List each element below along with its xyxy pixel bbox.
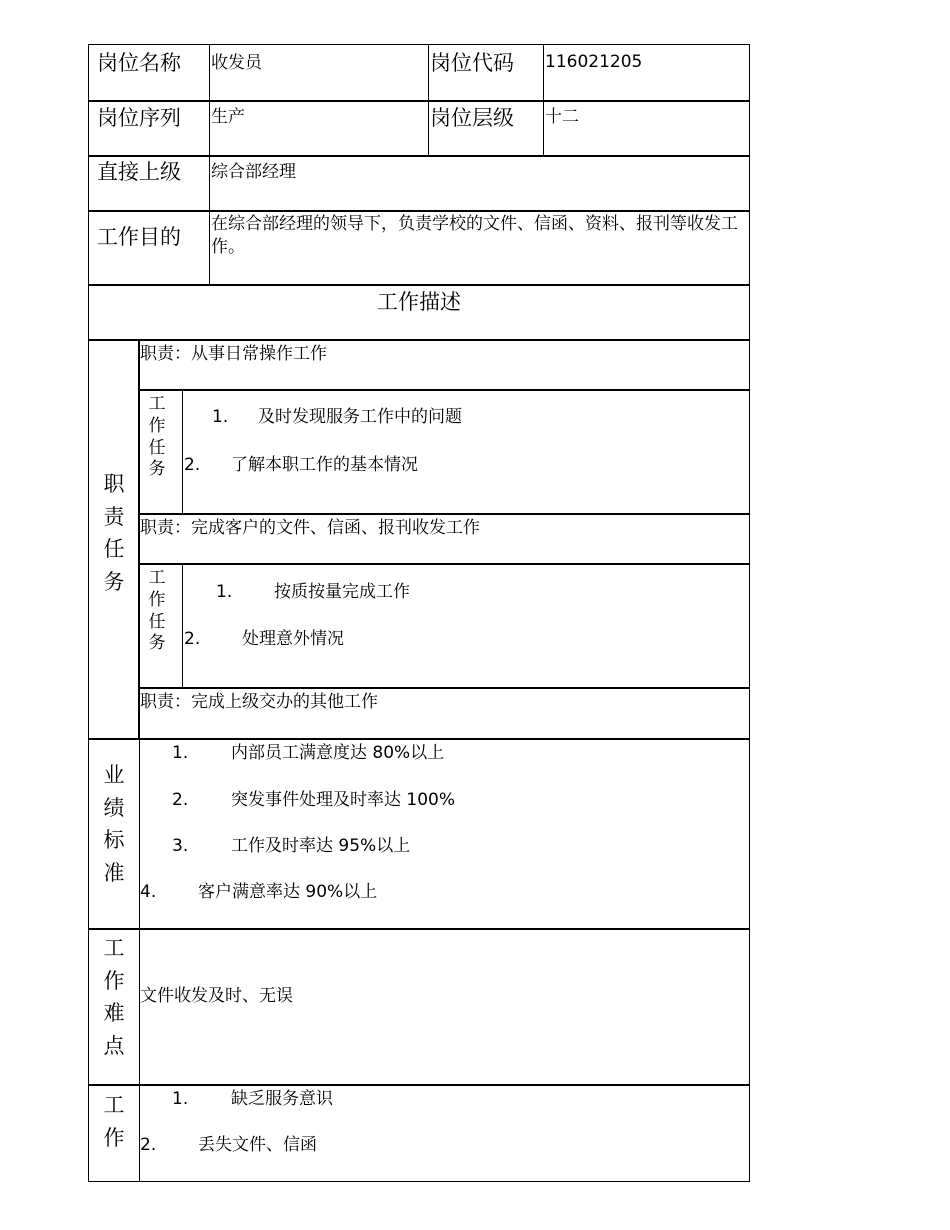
hazard-2-number: 2. [140,1135,157,1155]
performance-4-number: 4. [140,882,157,902]
performance-2-text: 突发事件处理及时率达 100% [231,790,456,810]
work-purpose-value: 在综合部经理的领导下，负责学校的文件、信函、资料、报刊等收发工作。 [211,214,738,257]
task-label-1: 工 作 任 务 [148,394,166,480]
position-series-value: 生产 [211,107,245,127]
task-1-2-text: 了解本职工作的基本情况 [231,455,418,475]
task-2-2-text: 处理意外情况 [242,629,344,649]
duties-side-label: 职 责 任 务 [103,472,125,594]
task-2-1-text: 按质按量完成工作 [274,582,410,602]
position-code-label: 岗位代码 [430,51,514,75]
task-2-2-number: 2. [184,629,201,649]
direct-superior-label: 直接上级 [97,160,181,184]
performance-section [88,738,750,930]
difficulty-section [88,928,750,1086]
position-name-label: 岗位名称 [97,51,181,75]
position-level-label: 岗位层级 [430,106,514,130]
position-code-value: 116021205 [545,52,643,72]
hazard-1-text: 缺乏服务意识 [231,1089,333,1109]
work-purpose-label: 工作目的 [97,225,181,249]
task-1-1-number: 1. [212,407,229,427]
performance-1-number: 1. [172,743,189,763]
task-2-1-number: 1. [216,582,233,602]
difficulty-text: 文件收发及时、无误 [140,986,293,1006]
performance-1-text: 内部员工满意度达 80%以上 [231,743,445,763]
performance-3-text: 工作及时率达 95%以上 [231,836,411,856]
direct-superior-value: 综合部经理 [211,162,296,182]
position-series-label: 岗位序列 [97,106,181,130]
hazard-1-number: 1. [172,1089,189,1109]
description-title: 工作描述 [377,290,461,314]
hazard-2-text: 丢失文件、信函 [198,1135,317,1155]
performance-side-label: 业 绩 标 准 [103,763,125,885]
performance-2-number: 2. [172,790,189,810]
task-1-1-text: 及时发现服务工作中的问题 [258,407,462,427]
duty-3-text: 职责：完成上级交办的其他工作 [140,692,378,712]
task-label-2: 工 作 任 务 [148,568,166,654]
performance-4-text: 客户满意率达 90%以上 [198,882,378,902]
position-level-value: 十二 [545,107,579,127]
hazards-side-label: 工 作 [103,1093,125,1150]
duty-1-text: 职责：从事日常操作工作 [140,344,327,364]
performance-3-number: 3. [172,836,189,856]
task-1-2-number: 2. [184,455,201,475]
position-name-value: 收发员 [211,53,262,73]
duty-2-text: 职责：完成客户的文件、信函、报刊收发工作 [140,518,480,538]
difficulty-side-label: 工 作 难 点 [103,936,125,1058]
